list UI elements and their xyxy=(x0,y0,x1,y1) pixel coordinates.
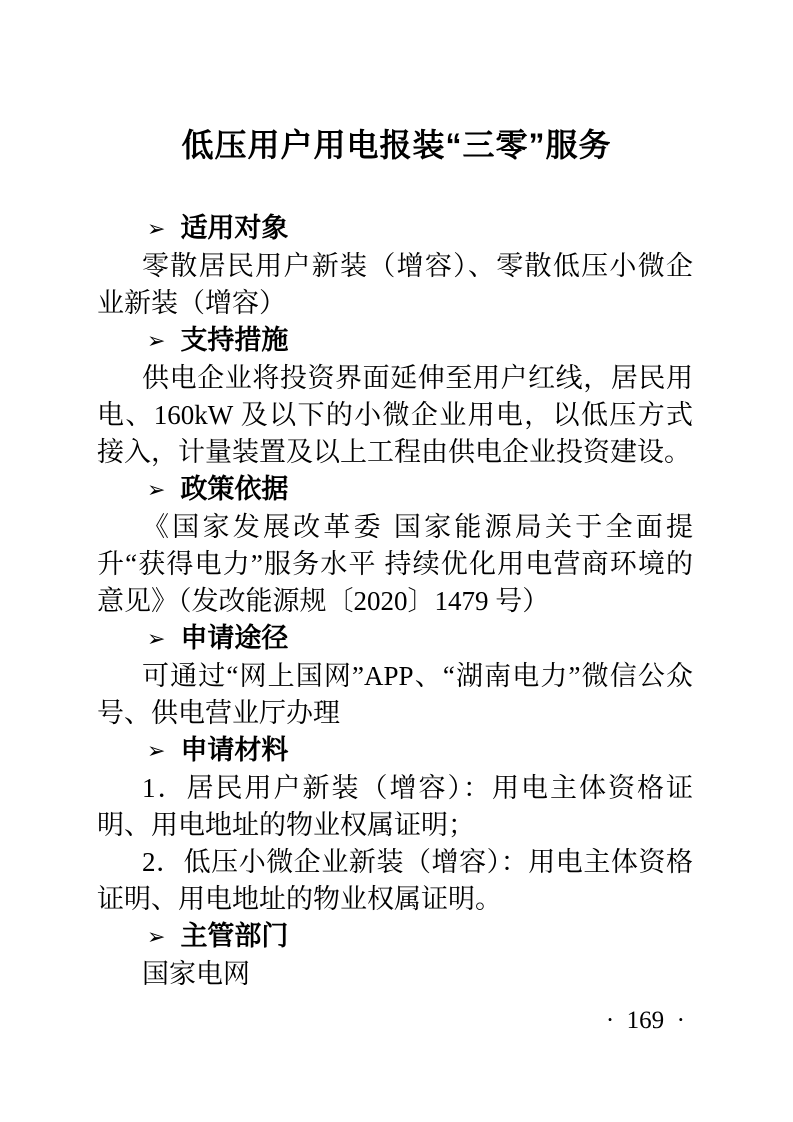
page-number: · 169 · xyxy=(605,1007,685,1034)
paragraph: 1．居民用户新装（增容）：用电主体资格证明、用电地址的物业权属证明； xyxy=(97,773,693,840)
arrow-bullet-icon: ➢ xyxy=(147,217,166,242)
paragraph: 供电企业将投资界面延伸至用户红线，居民用电、160kW 及以下的小微企业用电，以低压方式接入，计量装置及以上工程由供电企业投资建设。 xyxy=(97,363,693,467)
section-heading-support-measures xyxy=(97,322,693,360)
page-title: 低压用户用电报装“三零”服务 xyxy=(181,127,612,163)
arrow-bullet-icon: ➢ xyxy=(147,478,166,503)
section-heading-label: 申请途径 xyxy=(180,623,289,653)
section-heading-application-materials xyxy=(97,732,693,770)
paragraph: 《国家发展改革委 国家能源局关于全面提升“获得电力”服务水平 持续优化用电营商环境的意见》（发改能源规〔2020〕1479 号） xyxy=(97,512,693,616)
paragraph: 2．低压小微企业新装（增容）：用电主体资格证明、用电地址的物业权属证明。 xyxy=(97,847,693,914)
arrow-bullet-icon: ➢ xyxy=(147,739,166,764)
section-heading-label: 申请材料 xyxy=(180,735,289,765)
arrow-bullet-icon: ➢ xyxy=(147,925,166,950)
section-heading-application-channels xyxy=(97,620,693,658)
section-heading-label: 政策依据 xyxy=(180,474,289,504)
section-heading-supervising-department xyxy=(97,918,693,956)
paragraph: 国家电网 xyxy=(142,959,250,989)
section-heading-policy-basis xyxy=(97,471,693,509)
paragraph: 零散居民用户新装（增容）、零散低压小微企业新装（增容） xyxy=(97,251,693,318)
paragraph: 可通过“网上国网”APP、“湖南电力”微信公众号、供电营业厅办理 xyxy=(97,661,693,728)
arrow-bullet-icon: ➢ xyxy=(147,627,166,652)
section-heading-label: 适用对象 xyxy=(180,213,289,243)
section-heading-label: 支持措施 xyxy=(180,325,289,355)
arrow-bullet-icon: ➢ xyxy=(147,329,166,354)
document-body xyxy=(0,210,793,993)
section-heading-label: 主管部门 xyxy=(180,921,289,951)
section-heading-applicable-objects xyxy=(97,210,693,248)
